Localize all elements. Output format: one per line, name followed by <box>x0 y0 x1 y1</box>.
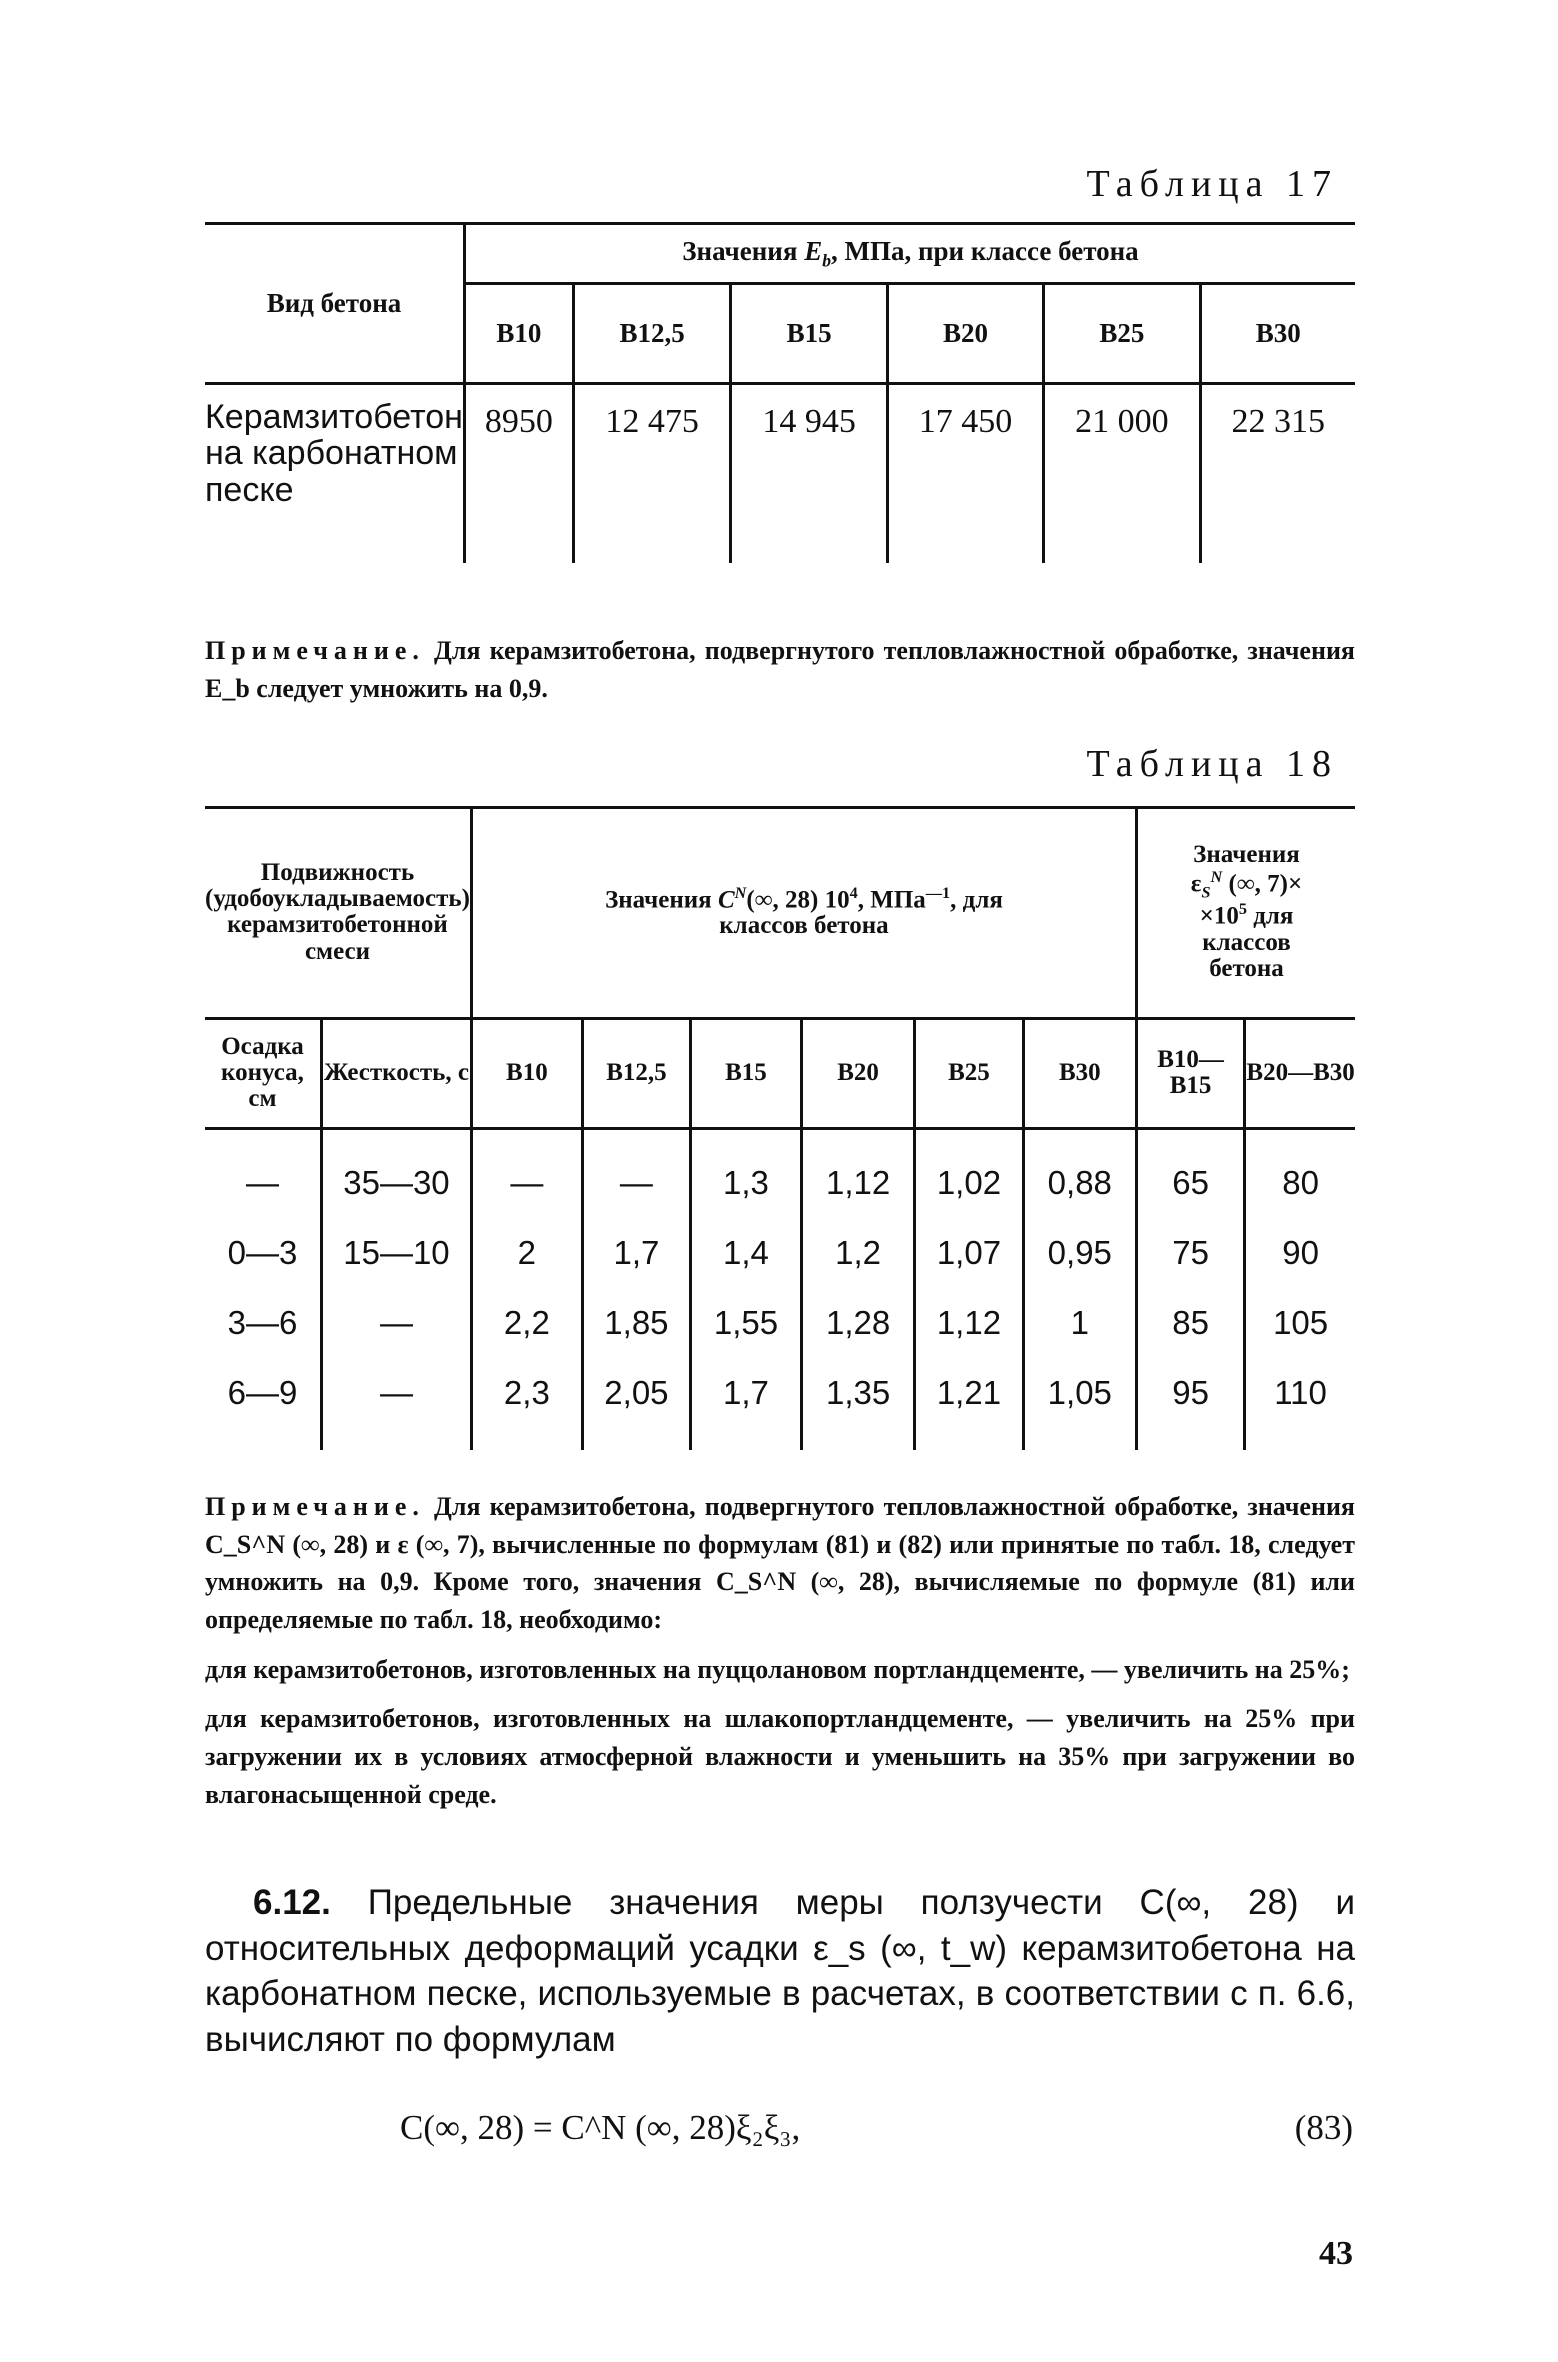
table17-values-header: Значения $E_b$, МПа, при классе бетона <box>464 225 1355 283</box>
formula: C(∞, 28) = C^N (∞, 28)ξ₂ξ₃, <box>400 2108 801 2147</box>
table18-cell: 1,55 <box>691 1288 802 1358</box>
table17-cell: 12 475 <box>573 383 731 563</box>
table17-caption: Таблица 17 <box>1086 163 1338 205</box>
table18-cell: 15—10 <box>321 1218 471 1288</box>
table18-creep-header: Значения $C^N(\infty$, 28) $10^4$, МПа$^{—1}$, для классов бетона <box>471 808 1136 1018</box>
table18-cell: 1,12 <box>915 1288 1023 1358</box>
table18-cell: 1,7 <box>691 1358 802 1428</box>
table18-cell: 1,21 <box>915 1358 1023 1428</box>
table17-class-header: B20 <box>887 283 1043 383</box>
table18-cell: 0,88 <box>1023 1148 1136 1218</box>
table18-cell: 2,3 <box>471 1358 582 1428</box>
table18-cell: 35—30 <box>321 1148 471 1218</box>
table18-row <box>205 1358 1355 1428</box>
table18-slump-header: Осадка конуса, см <box>221 1032 304 1113</box>
table17-note <box>205 632 1355 707</box>
table17-class-header: B30 <box>1200 283 1355 383</box>
table18-shrink-class-header: B10—B15 <box>1137 1018 1245 1128</box>
table18-note-p1-text: Для керамзитобетона, подвергнутого тепловлажностной обработке, значения C_S^N (∞, 28) и ε (∞, 7), вычисленные по формулам (81) и (82) или принятые по табл. 18, следует умножить на 0,9. Кроме того, значения C_S^N (∞, 28), вычисляемые по формуле (81) или определяемые по табл. 18, необходимо: <box>205 1492 1355 1635</box>
table17-class-header: B12,5 <box>573 283 731 383</box>
table17-cell: 21 000 <box>1044 383 1200 563</box>
section-paragraph <box>205 1880 1355 2062</box>
table18-cell: 0,95 <box>1023 1218 1136 1288</box>
table18-cell: 1,28 <box>801 1288 914 1358</box>
table18-cell: 95 <box>1137 1358 1245 1428</box>
table18-cell: — <box>321 1358 471 1428</box>
section-text: Предельные значения меры ползучести C(∞, 28) и относительных деформаций усадки ε_s (∞, t_w) керамзитобетона на карбонатном песке, используемые в расчетах, в соответствии с п. 6.6, вычисляют по формулам <box>205 1883 1355 2059</box>
table17-cell: 22 315 <box>1200 383 1355 563</box>
table18-cell: 6—9 <box>227 1374 298 1411</box>
table17-note-text: Для керамзитобетона, подвергнутого тепловлажностной обработке, значения E_b следует умножить на 0,9. <box>205 636 1355 703</box>
table18-shrink-class-header: B20—B30 <box>1245 1018 1355 1128</box>
table18-note-p1 <box>205 1488 1355 1639</box>
table18-cell: 1,2 <box>801 1218 914 1288</box>
table18-caption: Таблица 18 <box>1086 743 1338 785</box>
table18-cell: 80 <box>1245 1148 1355 1218</box>
table18-cell: 1,05 <box>1023 1358 1136 1428</box>
table18-class-header: B15 <box>691 1018 802 1128</box>
table18-row <box>205 1288 1355 1358</box>
table17-note-label: Примечание. <box>205 636 425 665</box>
table18-cell: 65 <box>1137 1148 1245 1218</box>
section-number: 6.12. <box>253 1883 331 1922</box>
table18-cell: — <box>245 1164 279 1201</box>
table18-cell: 1,35 <box>801 1358 914 1428</box>
table18-cell: 3—6 <box>227 1304 298 1341</box>
table18-class-header: B30 <box>1023 1018 1136 1128</box>
table18-cell: 1 <box>1023 1288 1136 1358</box>
table18-note <box>205 1488 1355 1814</box>
table18-cell: 105 <box>1245 1288 1355 1358</box>
table18-cell: 1,4 <box>691 1218 802 1288</box>
table18-cell: 1,85 <box>582 1288 690 1358</box>
table18-class-header: B12,5 <box>582 1018 690 1128</box>
table18-mobility-header: Подвижность (удобоукладываемость) керамзитобетонной смеси <box>205 808 471 1018</box>
table18-class-header: B20 <box>801 1018 914 1128</box>
table18-note-p3: для керамзитобетонов, изготовленных на шлакопортландцементе, — увеличить на 25% при загружении их в условиях атмосферной влажности и уменьшить на 35% при загружении во влагонасыщенной среде. <box>205 1704 1355 1809</box>
table18-cell: 2,05 <box>582 1358 690 1428</box>
table18-class-header: B25 <box>915 1018 1023 1128</box>
table18-cell: 90 <box>1245 1218 1355 1288</box>
table18-cell: 1,3 <box>691 1148 802 1218</box>
table18-class-header: B10 <box>471 1018 582 1128</box>
table17-cell: 8950 <box>464 383 573 563</box>
table18-cell: 0—3 <box>227 1234 298 1271</box>
table18-cell: 1,07 <box>915 1218 1023 1288</box>
table17-cell: 17 450 <box>887 383 1043 563</box>
table17-class-header: B25 <box>1044 283 1200 383</box>
table18-cell: 85 <box>1137 1288 1245 1358</box>
table18 <box>205 808 1355 1450</box>
table18-row <box>205 1218 1355 1288</box>
table17-kind-header: Вид бетона <box>266 288 402 319</box>
table18-stiffness-header: Жесткость, с <box>321 1018 471 1128</box>
table18-shrink-header: Значения $\varepsilon_S^N$ (∞, 7)× $\times 10^5$ для классов бетона <box>1137 808 1356 1018</box>
table18-cell: 1,12 <box>801 1148 914 1218</box>
table18-cell: — <box>582 1148 690 1218</box>
table18-note-label: Примечание. <box>205 1492 425 1521</box>
table18-cell: — <box>321 1288 471 1358</box>
table17-class-header: B10 <box>464 283 573 383</box>
table18-cell: 110 <box>1245 1358 1355 1428</box>
table18-row <box>205 1148 1355 1218</box>
page-number: 43 <box>1319 2235 1353 2272</box>
table17-cell: 14 945 <box>731 383 887 563</box>
formula-number: (83) <box>1294 2108 1353 2147</box>
table18-cell: 75 <box>1137 1218 1245 1288</box>
table18-cell: 1,7 <box>582 1218 690 1288</box>
table17-class-header: B15 <box>731 283 887 383</box>
table18-cell: — <box>471 1148 582 1218</box>
table18-cell: 2 <box>471 1218 582 1288</box>
table18-cell: 1,02 <box>915 1148 1023 1218</box>
table18-cell: 2,2 <box>471 1288 582 1358</box>
table17 <box>205 225 1355 563</box>
table17-row-name: Керамзитобетон на карбонатном песке <box>205 397 463 509</box>
table18-note-p2: для керамзитобетонов, изготовленных на пуццолановом портландцементе, — увеличить на 25%; <box>205 1654 1350 1684</box>
